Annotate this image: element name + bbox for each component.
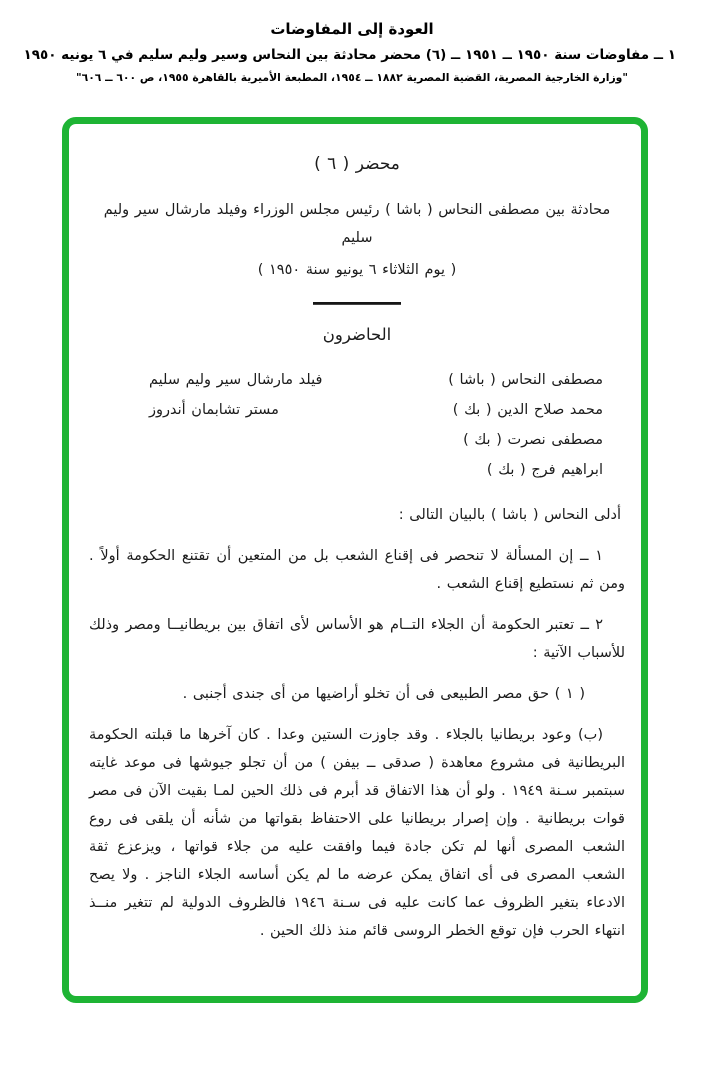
source-citation-line: "وزارة الخارجية المصرية، القضية المصرية ١٨٨٢ ــ ١٩٥٤، المطبعة الأميرية بالقاهرة ١٩٥٥، ص ٦٠٠ ــ ٦٠٦": [75, 71, 629, 84]
list-item-1: ( ١ ) حق مصر الطبيعى فى أن تخلو أراضيها من أى جندى أجنبى .: [182, 686, 585, 702]
attendees-heading: الحاضرون: [322, 325, 392, 344]
document-body: [69, 124, 641, 945]
paragraph-2: ٢ ــ تعتبر الحكومة أن الجلاء التــام هو الأساس لأى اتفاق بين بريطانيــا ومصر وذلك للأسباب الآتية :: [89, 617, 625, 661]
meeting-title-line: محادثة بين مصطفى النحاس ( باشا ) رئيس مجلس الوزراء وفيلد مارشال سير وليم سليم: [103, 202, 611, 246]
statement-intro-line: أدلى النحاس ( باشا ) بالبيان التالى :: [398, 507, 621, 523]
page-title: العودة إلى المفاوضات: [270, 20, 434, 38]
attendee-name: مصطفى النحاس ( باشا ): [448, 372, 603, 388]
attendee-name: فيلد مارشال سير وليم سليم: [149, 372, 323, 388]
document-number-heading: محضر ( ٦ ): [314, 154, 400, 174]
meeting-date-line: ( يوم الثلاثاء ٦ يونيو سنة ١٩٥٠ ): [257, 262, 457, 278]
attendees-list: [89, 365, 625, 485]
attendee-name: محمد صلاح الدين ( بك ): [452, 402, 603, 418]
attendees-column-egyptian: [357, 365, 625, 485]
scanned-document-frame: [62, 117, 648, 1003]
toc-entry-line: ١ ــ مفاوضات سنة ١٩٥٠ ــ ١٩٥١ ــ (٦) محضر محادثة بين النحاس وسير وليم سليم في ٦ يونيه ١٩٥٠: [23, 47, 676, 63]
paragraph-1: ١ ــ إن المسألة لا تنحصر فى إقناع الشعب بل من المتعين أن تقتنع الحكومة أولاً . ومن ثم نستطيع إقناع الشعب .: [89, 548, 625, 592]
attendee-name: مصطفى نصرت ( بك ): [463, 432, 603, 448]
attendees-column-british: [89, 365, 357, 485]
page-header: [0, 0, 704, 84]
attendee-name: ابراهيم فرج ( بك ): [486, 462, 603, 478]
section-divider-rule: [313, 302, 401, 305]
attendee-name: مستر تشابمان أندروز: [149, 402, 279, 418]
paragraph-b: (ب) وعود بريطانيا بالجلاء . وقد جاوزت الستين وعدا . كان آخرها ما قبلته الحكومة البريطانية فى مشروع معاهدة ( صدقى ــ بيفن ) من أن تجلو جيوشها فى موعد غايته سبتمبر سـنة ١٩٤٩ . ولو أن هذا الاتفاق قد أبرم فى ذلك الحين لمـا بقيت الآن فى مصر قوات بريطانية . وإن إصرار بريطانيا على الاحتفاظ بقواتها من شأنه أن يلقى فى روع الشعب المصرى أنها لم تكن جادة فيما وافقت عليه من جلاء قواتها ، ويزعزع ثقة الشعب المصرى فى أى اتفاق يمكن عرضه ما لم يكن أساسه الجلاء الناجز . ولا يصح الادعاء بتغير الظروف عما كانت عليه فى سـنة ١٩٤٦ فالظروف الدولية لم تتغير منــذ انتهاء الحرب فإن توقع الخطر الروسى قائم منذ ذلك الحين .: [89, 727, 626, 939]
